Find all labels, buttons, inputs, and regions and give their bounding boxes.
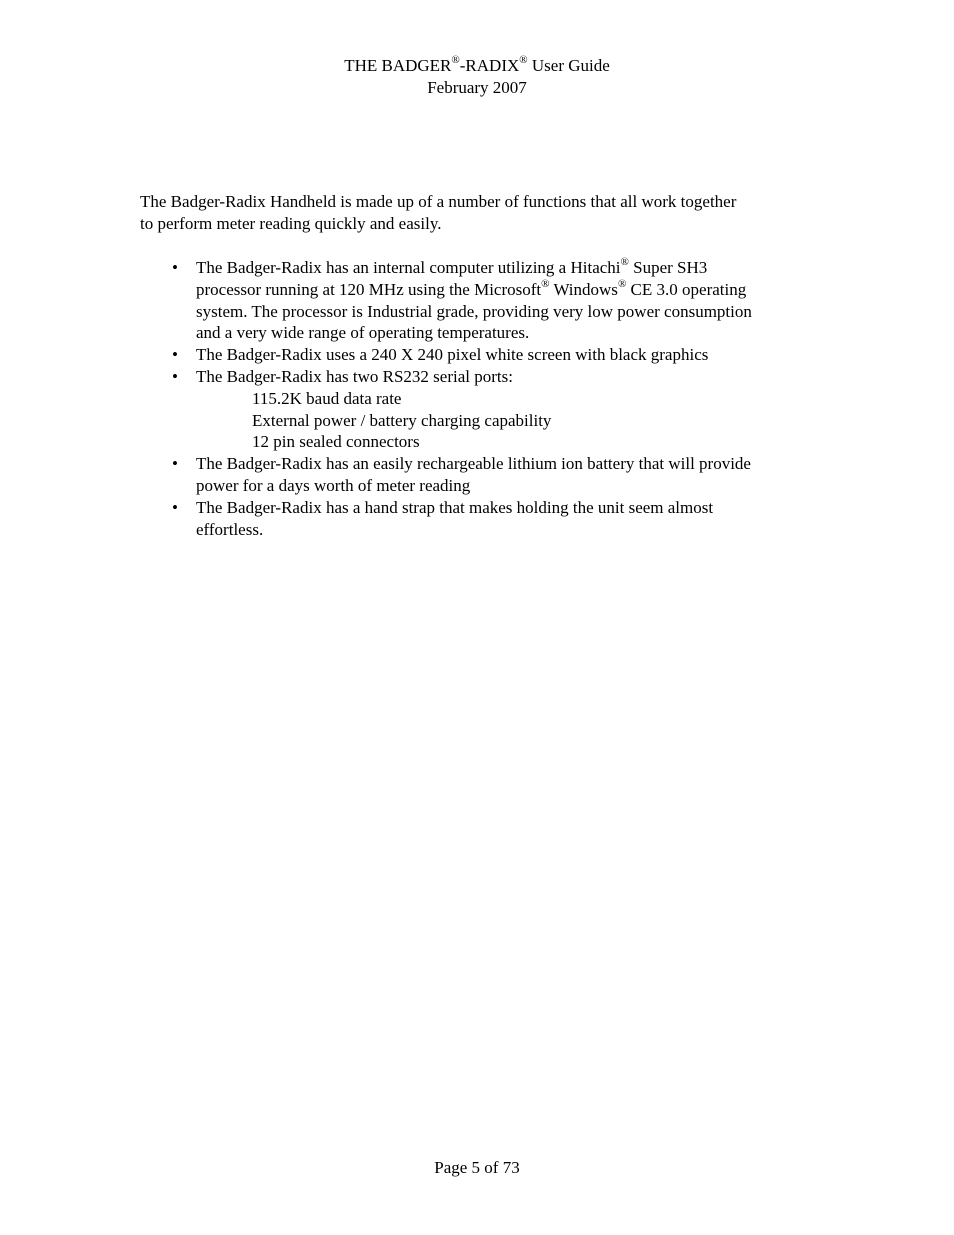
intro-line: The Badger-Radix Handheld is made up of a number of functions that all work together (140, 192, 737, 211)
feature-item-serial-ports (140, 366, 830, 453)
feature-text-line: The Badger-Radix has two RS232 serial ports: (196, 366, 513, 386)
intro-line: to perform meter reading quickly and easily. (140, 213, 442, 233)
feature-item-computer (140, 257, 830, 344)
feature-text-line: The Badger-Radix has a hand strap that makes holding the unit seem almost (196, 497, 714, 517)
page-header (0, 55, 954, 98)
text-fragment: CE 3.0 operating (626, 279, 747, 299)
feature-text-line (196, 257, 830, 279)
serial-port-subitem: 115.2K baud data rate (252, 388, 402, 408)
feature-list (140, 257, 830, 540)
page-number: Page 5 of 73 (434, 1158, 520, 1177)
registered-mark: ® (451, 54, 460, 67)
bullet-icon: • (172, 454, 178, 474)
header-title-part2: -RADIX (459, 56, 520, 75)
text-fragment: Super SH3 (628, 258, 708, 277)
registered-mark: ® (519, 54, 528, 67)
registered-mark: ® (620, 256, 629, 269)
bullet-icon: • (172, 258, 178, 277)
feature-text-line: The Badger-Radix has an easily rechargeable lithium ion battery that will provide (196, 454, 751, 474)
feature-text-line: and a very wide range of operating temperatures. (196, 323, 530, 343)
feature-text-line: effortless. (196, 519, 264, 539)
text-fragment: The Badger-Radix has an internal computer utilizing a Hitachi (196, 258, 621, 277)
intro-paragraph (140, 191, 820, 235)
registered-mark: ® (541, 278, 550, 291)
bullet-icon: • (172, 366, 178, 386)
header-date: February 2007 (427, 77, 527, 97)
bullet-icon: • (172, 497, 178, 517)
text-fragment: processor running at 120 MHz using the Microsoft (196, 279, 542, 299)
feature-text-line: The Badger-Radix uses a 240 X 240 pixel white screen with black graphics (196, 345, 709, 365)
feature-item-battery (140, 453, 830, 497)
feature-item-hand-strap (140, 497, 830, 541)
feature-text-line: power for a days worth of meter reading (196, 475, 471, 495)
header-title (0, 55, 954, 77)
feature-item-screen (140, 344, 830, 366)
serial-port-subitem: External power / battery charging capability (252, 410, 552, 430)
text-fragment: Windows (549, 279, 618, 299)
registered-mark: ® (617, 278, 627, 291)
feature-text-line (196, 279, 830, 301)
header-title-part3: User Guide (527, 56, 610, 75)
feature-text-line: system. The processor is Industrial grade, providing very low power consumption (196, 301, 752, 321)
serial-port-subitem: 12 pin sealed connectors (252, 432, 420, 452)
header-title-part1: THE BADGER (344, 56, 452, 75)
bullet-icon: • (172, 345, 178, 365)
